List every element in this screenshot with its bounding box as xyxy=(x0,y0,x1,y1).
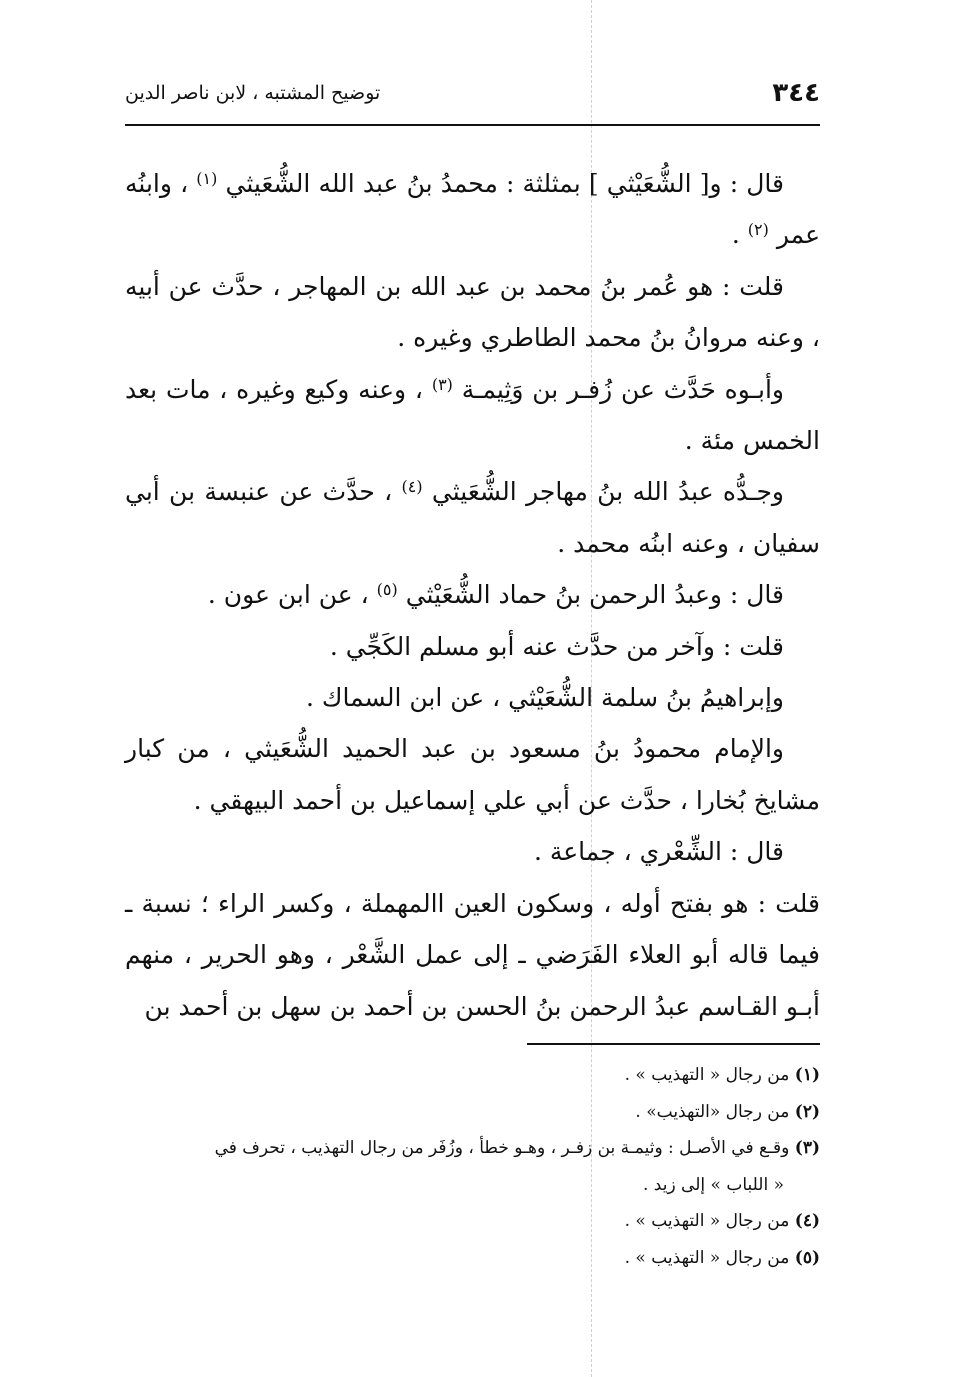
footnote-ref: (١) xyxy=(196,169,218,188)
main-text xyxy=(125,158,820,1032)
paragraph xyxy=(125,158,820,261)
text-run: ، وابنُه عمر xyxy=(125,169,820,250)
footnote-number: (٢) xyxy=(794,1101,820,1122)
footnote-text: من رجال «التهذيب» . xyxy=(635,1101,795,1122)
paragraph: قلت : وآخر من حدَّث عنه أبو مسلم الكَجِّي . xyxy=(329,631,784,661)
text-run: وجـدُّه عبدُ الله بنُ مهاجر الشُّعَيثي xyxy=(422,477,785,507)
paragraph xyxy=(125,569,820,620)
footnote-number: (١) xyxy=(794,1065,820,1085)
paragraph xyxy=(125,364,820,467)
running-title: توضيح المشتبه ، لابن ناصر الدين xyxy=(125,82,381,104)
footnote-text: من رجال « التهذيب » . xyxy=(624,1065,795,1085)
footnote-number: (٥) xyxy=(794,1247,820,1268)
text-run: وأبـوه حَدَّث عن زُفـر بن وَثِيمـة xyxy=(452,374,784,404)
footnote-rule xyxy=(527,1043,820,1045)
footnote xyxy=(125,1203,820,1240)
text-run: قال : وعبدُ الرحمن بنُ حماد الشُّعَيْثي xyxy=(397,580,784,610)
footnote-ref: (٤) xyxy=(401,477,423,497)
text-run: ، وعنه وكيع وغيره ، مات بعد الخمس مئة . xyxy=(125,374,820,456)
text-run: قال : و[ الشُّعَيْثي ] بمثلثة : محمدُ بنُ عبد الله الشُّعَيثي xyxy=(217,169,784,198)
paragraph: قال : الشِّعْري ، جماعة . xyxy=(533,837,784,867)
paragraph: قلت : هو عُمر بنُ محمد بن عبد الله بن المهاجر ، حدَّث عن أبيه ، وعنه مروانُ بنُ محمد الطاطري وغيره . xyxy=(125,271,820,353)
footnote-continuation: « اللباب » إلى زيد . xyxy=(642,1174,784,1195)
footnote xyxy=(125,1057,820,1094)
footnote-ref: (٥) xyxy=(376,580,398,600)
paragraph xyxy=(125,466,820,569)
footnote xyxy=(125,1240,820,1277)
footnote xyxy=(125,1094,820,1131)
text-run: ، عن ابن عون . xyxy=(207,580,377,610)
paragraph: وإبراهيمُ بنُ سلمة الشُّعَيْثي ، عن ابن السماك . xyxy=(305,683,784,713)
footnote-ref: (٣) xyxy=(431,374,453,394)
header-rule xyxy=(125,124,820,126)
paragraph: قلت : هو بفتح أوله ، وسكون العين االمهملة ، وكسر الراء ؛ نسبة ـ فيما قاله أبو العلاء الفَرَضي ـ إلى عمل الشَّعْر ، وهو الحرير ، منهم أبـو القـاسم عبدُ الرحمن بنُ الحسن بن أحمد بن سهل بن أحمد بن xyxy=(125,888,820,1021)
footnotes xyxy=(125,1057,820,1277)
footnote-number: (٤) xyxy=(794,1211,820,1232)
paragraph: والإمام محمودُ بنُ مسعود بن عبد الحميد الشُّعَيثي ، من كبار مشايخ بُخارا ، حدَّث عن أبي علي إسماعيل بن أحمد البيهقي . xyxy=(125,734,820,815)
page-header xyxy=(125,78,820,114)
footnote-ref: (٢) xyxy=(747,220,769,240)
page-number: ٣٤٤ xyxy=(772,78,820,108)
footnote-text: وقـع في الأصـل : وثيمـة بن زفـر ، وهـو خطأ ، وزُفَر من رجال التهذيب ، تحرف في xyxy=(214,1138,795,1159)
footnote-text: من رجال « التهذيب » . xyxy=(624,1247,795,1268)
text-run: . xyxy=(731,220,748,250)
text-run: ، حدَّث عن عنبسة بن أبي سفيان ، وعنه ابنُه محمد . xyxy=(125,477,820,558)
footnote-text: من رجال « التهذيب » . xyxy=(624,1211,795,1232)
footnote xyxy=(125,1130,820,1167)
footnote-number: (٣) xyxy=(794,1138,820,1159)
